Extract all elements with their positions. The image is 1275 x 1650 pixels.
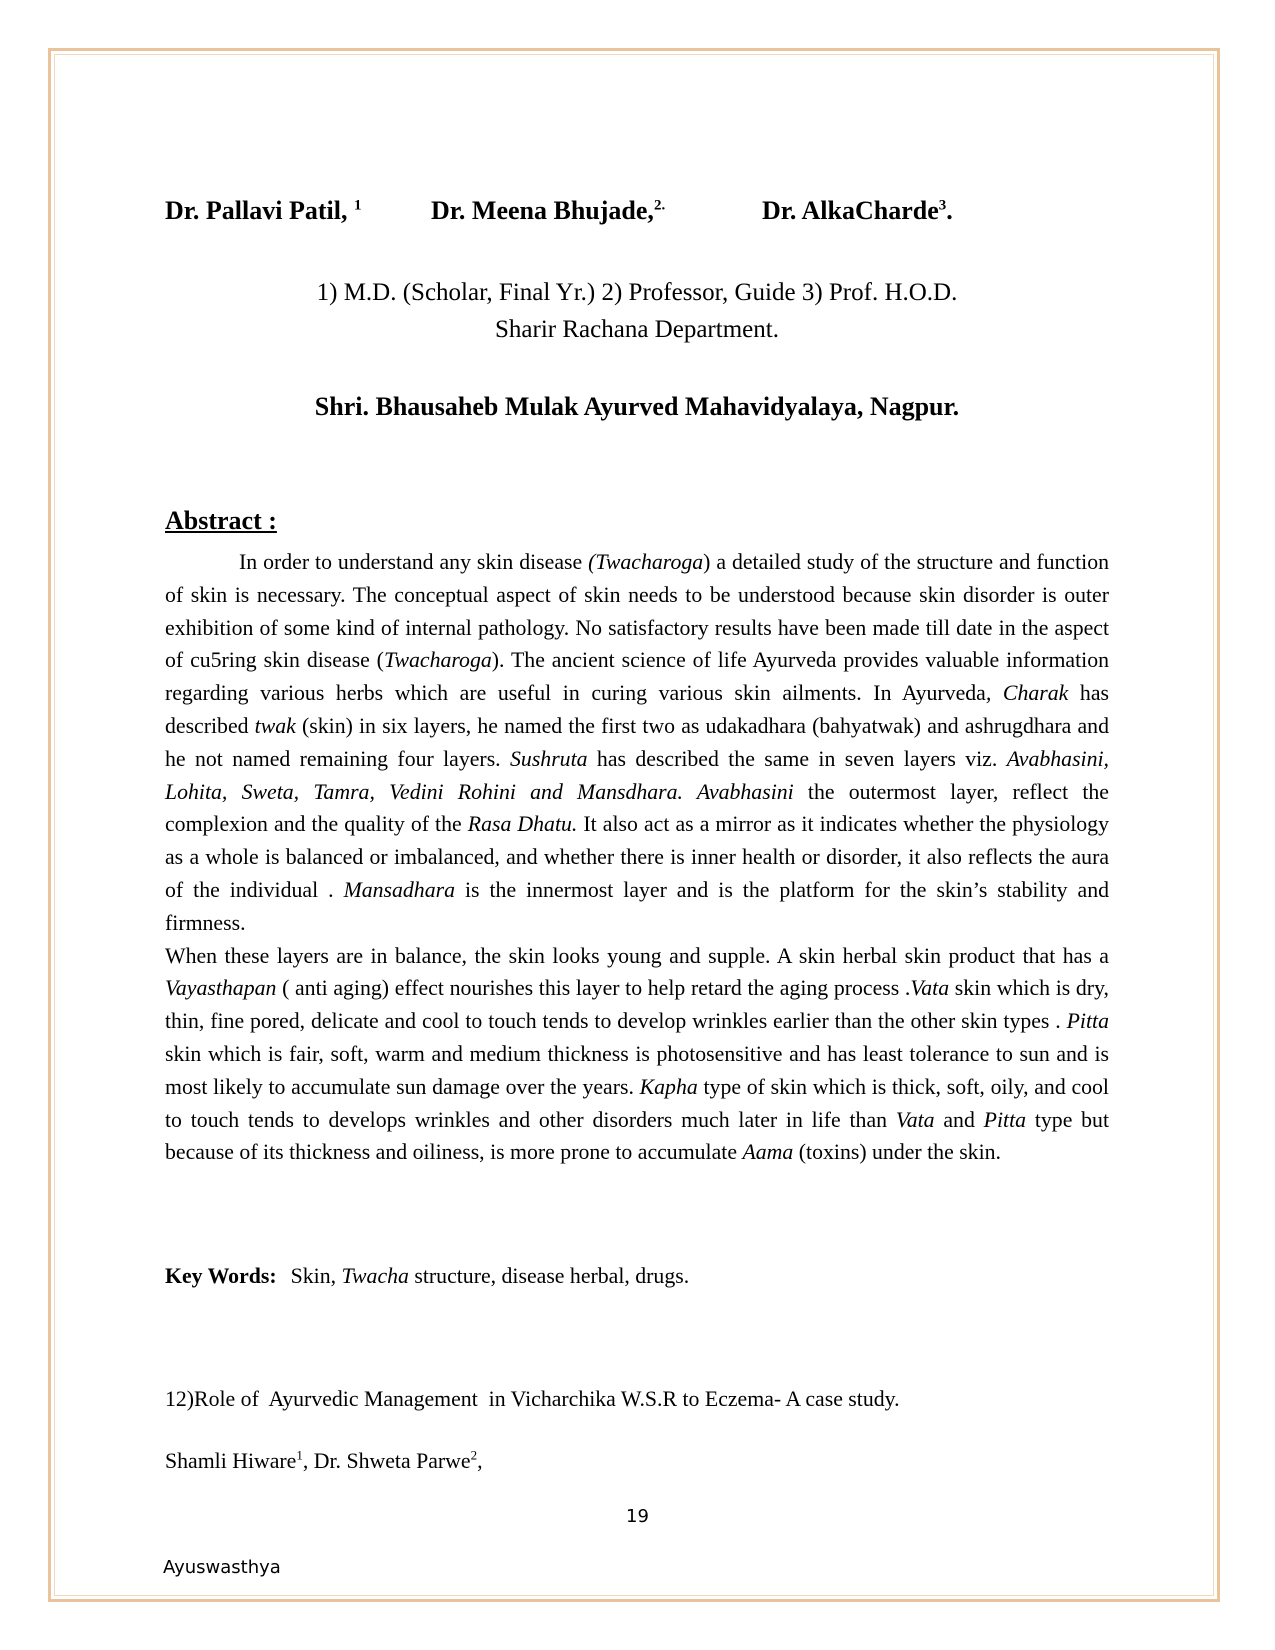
next-article-authors [165,1448,483,1474]
text-run: In order to understand any skin disease [239,550,589,574]
page-number: 19 [626,1506,649,1527]
text-run: When these layers are in balance, the skin looks young and supple. A skin herbal skin product that has a [165,943,1109,968]
abstract-paragraph-1 [165,546,1109,940]
college-name: Shri. Bhausaheb Mulak Ayurved Mahavidyalaya, Nagpur. [314,392,960,421]
italic-run: Mansadhara [343,877,455,902]
next-article-title: 12)Role of Ayurvedic Management in Vicharchika W.S.R to Eczema- A case study. [165,1387,900,1411]
affiliations [165,274,1109,348]
text-run: is the innermost layer and is the platform for the skin’s stability and firmness. [165,877,1109,935]
italic-run: , Charak [985,681,1069,706]
text-run: (toxins) under the skin. [793,1140,1001,1165]
italic-run: Twacharoga [383,648,492,673]
abstract-heading: Abstract : [165,506,277,535]
italic-run: Rasa Dhatu. [467,812,578,837]
italic-run: twak [254,713,296,738]
affiliation-department: Sharir Rachana Department. [495,316,779,343]
italic-run: Twacha [341,1264,409,1288]
author-line [165,196,1065,236]
italic-run: Vata [910,976,950,1001]
text-run: has described the same in seven layers viz. [587,746,1007,771]
text-run: has described [165,681,1109,738]
text-run: It also act as a mirror as it indicates whether the physiology as a whole is balanced or imbalanced, and whether there is inner health or disorder, it also reflects the aura of the individual . [165,812,1109,902]
italic-run: Pitta [1066,1009,1109,1034]
text-run: type of skin which is thick, soft, oily, and cool to touch tends to develops wrinkles and other disorders much later in life than [165,1074,1109,1132]
italic-run: (Twacharoga [588,550,704,574]
next-author-1: Shamli Hiware$^1$, [165,1448,314,1474]
keywords-value [291,1264,690,1288]
italic-run: Vayasthapan [165,976,277,1001]
abstract-paragraph-2 [165,940,1109,1170]
text-run: and [934,1107,984,1132]
italic-run: Pitta [983,1107,1027,1132]
next-author-2: Dr. Shweta Parwe$^2$, [313,1448,483,1474]
text-run: ). The ancient science of life Ayurveda provides valuable information regarding various herbs which are useful in curing various skin ailments. In Ayurveda [165,648,1110,706]
text-run: skin which is dry, thin, fine pored, delicate and cool to touch tends to develop wrinkles earlier than the other skin types . [165,976,1110,1034]
keywords [165,1264,689,1289]
italic-run: Sushruta [510,746,588,771]
keywords-label: Key Words: [165,1264,277,1288]
italic-run: Avabhasini, Lohita, Sweta, Tamra, Vedini Rohini and Mansdhara. Avabhasini [165,746,1110,804]
italic-run: Vata [895,1107,935,1132]
text-run: (skin) in six layers, he named the first two as udakadhara (bahyatwak) and ashrugdhara and he not named remaining four layers. [165,713,1109,771]
text-run: the outermost layer, reflect the complexion and the quality of the [165,779,1109,837]
affiliation-roles: 1) M.D. (Scholar, Final Yr.) 2) Professor, Guide 3) Prof. H.O.D. [316,279,958,306]
text-run: structure, disease herbal, drugs. [408,1264,690,1288]
author-1: Dr. Pallavi Patil, $^1$ [165,196,362,225]
italic-run: Aama [742,1140,794,1165]
text-run: skin which is fair, soft, warm and medium thickness is photosensitive and has least tolerance to sun and is most likely to accumulate sun damage over the years. [165,1041,1109,1099]
text-run: ( anti aging) effect nourishes this layer to help retard the aging process . [276,976,911,1001]
text-run: type but because of its thickness and oiliness, is more prone to accumulate [165,1107,1110,1165]
abstract-body [165,546,1109,1169]
journal-name: Ayuswasthya [163,1557,281,1578]
author-3: Dr. AlkaCharde$^3$. [762,196,953,225]
text-run: ) a detailed study of the structure and function of skin is necessary. The conceptual aspect of skin needs to be understood because skin disorder is outer exhibition of some kind of internal pathology. No satisfactory results have been made till date in the aspect of cu5ring skin disease ( [165,550,1109,673]
text-run: Skin, [290,1264,342,1288]
italic-run: Kapha [639,1074,698,1099]
author-2: Dr. Meena Bhujade,$^{2.}$ [431,196,666,225]
